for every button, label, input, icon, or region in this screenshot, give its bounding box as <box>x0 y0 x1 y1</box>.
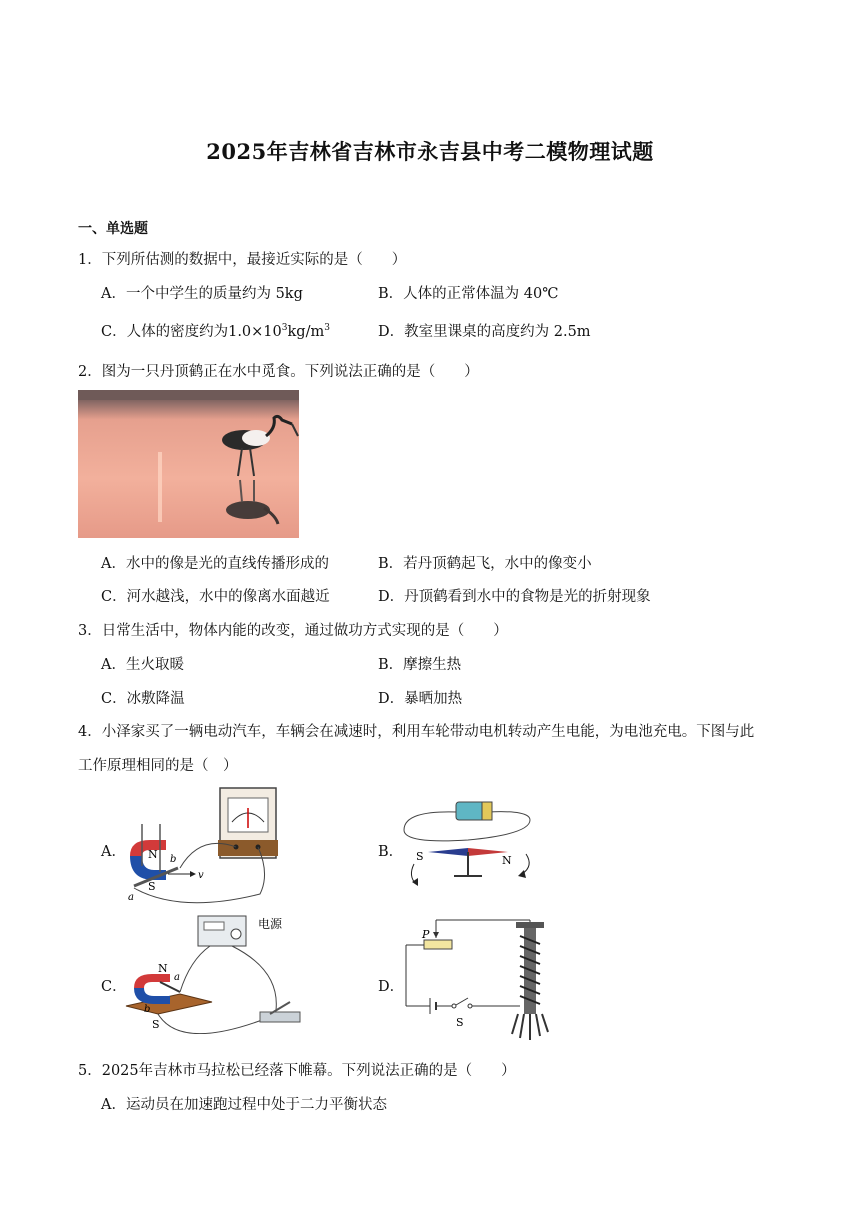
question-3-stem: 3．日常生活中，物体内能的改变，通过做功方式实现的是（ ） <box>78 623 508 639</box>
question-2-option-a: A．水中的像是光的直线传播形成的 <box>101 556 329 572</box>
question-1-option-c: C．人体的密度约为$1.0\times 10^3kg/m^3$ <box>101 323 330 340</box>
question-3-option-b: B．摩擦生热 <box>378 657 462 673</box>
question-5-stem: 5．2025年吉林市马拉松已经落下帷幕。下列说法正确的是（ ） <box>78 1063 516 1079</box>
fig-a-a-label: a <box>128 892 134 903</box>
crane-photo <box>78 390 299 538</box>
oersted-diagram <box>398 790 548 900</box>
question-1-option-b: B．人体的正常体温为 40℃ <box>378 286 559 302</box>
fig-b-s-label: S <box>416 850 424 863</box>
question-3-option-c: C．冰敷降温 <box>101 691 185 707</box>
question-4-option-a: A． <box>101 844 126 860</box>
question-4-option-c: C． <box>101 979 127 995</box>
question-4-stem-line-1: 4．小泽家买了一辆电动汽车，车辆会在减速时，利用车轮带动电机转动产生电能，为电池充电。下图与此 <box>78 724 755 740</box>
question-3-option-a: A．生火取暖 <box>101 657 184 673</box>
question-1-option-d: D．教室里课桌的高度约为 2.5m <box>378 324 591 340</box>
fig-c-power-label: 电源 <box>258 917 283 931</box>
motor-diagram <box>120 910 320 1034</box>
electromagnet-diagram <box>400 916 560 1046</box>
question-4-option-d: D． <box>378 979 405 995</box>
section-heading: 一、单选题 <box>78 221 148 237</box>
fig-a-b-label: b <box>170 854 177 865</box>
question-2-option-d: D．丹顶鹤看到水中的食物是光的折射现象 <box>378 589 651 605</box>
page-title: 2025年吉林省吉林市永吉县中考二模物理试题 <box>206 139 654 164</box>
question-1-stem: 1．下列所估测的数据中，最接近实际的是（ ） <box>78 252 407 268</box>
question-2-stem: 2．图为一只丹顶鹤正在水中觅食。下列说法正确的是（ ） <box>78 364 479 380</box>
fig-c-a-label: a <box>174 972 180 983</box>
question-2-option-c: C．河水越浅，水中的像离水面越近 <box>101 589 330 605</box>
fig-c-n-label: N <box>158 962 168 975</box>
question-4-option-b: B． <box>378 844 404 860</box>
question-5-option-a: A．运动员在加速跑过程中处于二力平衡状态 <box>101 1097 387 1113</box>
fig-c-s-label: S <box>152 1018 160 1031</box>
question-2-option-b: B．若丹顶鹤起飞，水中的像变小 <box>378 556 592 572</box>
generator-diagram <box>120 784 280 908</box>
fig-a-v-label: v <box>198 870 204 881</box>
question-1-option-a: A．一个中学生的质量约为 5kg <box>101 286 303 302</box>
fig-a-s-label: S <box>148 880 156 893</box>
question-4-stem-line-2: 工作原理相同的是（ ） <box>78 758 238 774</box>
fig-b-n-label: N <box>502 854 512 867</box>
fig-a-n-label: N <box>148 848 158 861</box>
question-3-option-d: D．暴晒加热 <box>378 691 463 707</box>
fig-c-b-label: b <box>144 1004 151 1015</box>
fig-d-s-label: S <box>456 1016 464 1029</box>
fig-d-p-label: P <box>422 928 430 941</box>
